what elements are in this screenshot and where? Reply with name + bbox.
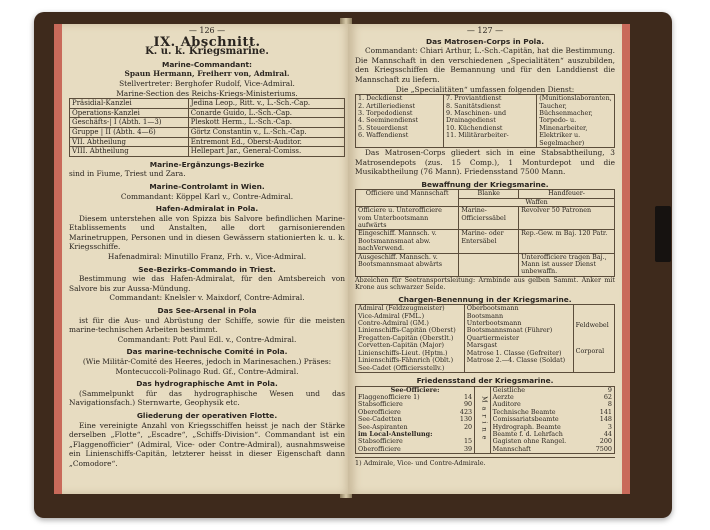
erg-heading: Marine-Ergänzungs-Bezirke [149, 159, 265, 169]
arsenal-heading: Das See-Arsenal in Pola [157, 306, 257, 316]
arsenal-text: ist für die Aus- und Abrüstung der Schiffe, sowie für die meisten marine-technischen Arbeiten bestimmt. [69, 315, 345, 335]
chargen-heading: Chargen-Benennung in der Kriegsmarine. [398, 294, 572, 304]
ministry-section: Marine-Section des Reichs-Kriegs-Ministeriums. [116, 88, 298, 98]
table-row: Operations-Kanzlei Conarde Guido, L.-Sch.-Cap. [70, 108, 345, 118]
table-row: Präsidial-Kanzlei Jedina Leop., Ritt. v., L.-Sch.-Cap. [70, 99, 345, 109]
table-row: Gruppe | II (Abth. 4—6) Görtz Constantin v., L.-Sch.-Cap. [70, 127, 345, 137]
table-row: Officiere und Mannschaft Blanke Handfeuer- [356, 190, 615, 198]
table-row: Admiral (Feldzeugmeister) Vice-Admiral (FML.) Contre-Admiral (GM.) Linienschiffs-Capitän (Oberst) Fregatten-Capitän (Oberstlt.) Corvetten-Capitän (Major) Linienschiffs-Lieut. (Hptm.) Linienschiffs-Fähnrich (Oblt.) See-Cadet (Officiersstellv.) Oberbootsmann Bootsmann Unterbootsmann Bootsmannsmaat (Führer) Quartiermeister Marsgast Matrose 1. Classe (Gefreiter) Matrose 2.—4. Classe (Soldat) Feldwebel Corporal [356, 305, 615, 373]
table-row: See-Officiere: Flaggenofficiere 1) 14 Stabsofficiere 90 Oberofficiere 423 See-Cadetten 130 See-Aspiranten 20 im Local-Anstellung: Stabsofficiere 15 Oberofficiere 39 Marine Geistliche 9 Aerzte 62 Auditore 8 Technische Beamte 141 Comissariatsbeamte 148 Hydrograph. Beamte 3 Beamte f. d. Lehrfach 44 Gagisten ohne Rangel. 200 Mannschaft 7500 [356, 386, 615, 454]
hydro-text: (Sammelpunkt für das hydrographische Wesen und das Navigationsfach.) Sternwarte, Geophysik etc. [69, 388, 345, 408]
ctrl-heading: Marine-Controlamt in Wien. [149, 181, 265, 191]
arsenal-commandant: Commandant: Pott Paul Edl. v., Contre-Admiral. [117, 334, 297, 344]
erg-text: sind in Fiume, Triest und Zara. [69, 169, 186, 179]
ministry-table [69, 98, 345, 157]
bookmark-tab [655, 206, 671, 262]
chargen-table [355, 304, 615, 373]
table-row: Ausgeschiff. Mannsch. v. Bootsmannsmaat abwärts Unterofficiere tragen Baj., Mann ist ausser Dienst unbewaffn. [356, 253, 615, 276]
table-row: Geschäfts-| I (Abth. 1—3) Pleskott Herm., L.-Sch.-Cap. [70, 118, 345, 128]
table-row: Officiere u. Unterofficiere vom Unterbootsmann aufwärts Marine-Officierssäbel Revolver 50 Patronen [356, 207, 615, 230]
table-row: VII. Abtheilung Entremont Ed., Oberst-Auditor. [70, 137, 345, 147]
table-row: VIII. Abtheilung Hellepart Jar., General-Comiss. [70, 147, 345, 157]
corps-text-2: Das Matrosen-Corps gliedert sich in eine Stabsabtheilung, 3 Matrosendepots (zus. 15 Comp.), 1 Monturdepot und die Musikabtheilung (76 Mann). Friedensstand 7500 Mann. [355, 148, 615, 177]
chapter-title: IX. Abschnitt. [153, 34, 261, 50]
table-row: Waffen [356, 198, 615, 206]
friedensstand-table [355, 386, 615, 455]
hafen-heading: Hafen-Admiralat in Pola. [155, 204, 259, 214]
commandant-heading: Marine-Commandant: [161, 59, 253, 69]
see-commandant: Commandant: Knelsler v. Maixdorf, Contre-Admiral. [109, 293, 305, 303]
footnote-rule [355, 457, 615, 458]
see-text: Bestimmung wie das Hafen-Admiralat, für den Amtsbereich von Salvore bis zur Aussa-Mündung. [69, 274, 345, 293]
ctrl-text: Commandant: Köppel Karl v., Contre-Admiral. [120, 191, 294, 201]
see-heading: See-Bezirks-Commando in Triest. [138, 264, 276, 274]
table-row: Eingeschiff. Mannsch. v. Bootsmannsmaat abw. nachVerwend. Marine- oder Entersäbel Rep.-Gew. m Baj. 120 Patr. [356, 230, 615, 253]
right-page [348, 24, 630, 494]
corps-text: Commandant: Chiari Arthur, L.-Sch.-Capitän, hat die Bestimmung. Die Mannschaft in den verschiedenen „Specialitäten“ auszubilden, den Kriegsschiffen die Bemannung und für den Landdienst die Mannschaft zu liefern. [355, 46, 615, 84]
commandant-name: Spaun Hermann, Freiherr von, Admiral. [124, 69, 290, 79]
fried-heading: Friedensstand der Kriegsmarine. [416, 375, 554, 385]
bewaffnung-table [355, 189, 615, 276]
chapter-subtitle: K. u. k. Kriegsmarine. [145, 46, 269, 58]
flotte-heading: Gliederung der operativen Flotte. [136, 410, 278, 420]
hafen-admiral: Hafenadmiral: Minutillo Franz, Frh. v., Vice-Admiral. [107, 252, 307, 262]
corps-heading: Das Matrosen-Corps in Pola. [425, 36, 545, 46]
deputy: Stellvertreter: Berghofer Rudolf, Vice-Admiral. [119, 78, 295, 88]
footnote: 1) Admirale, Vice- und Contre-Admirale. [355, 459, 486, 468]
bew-heading: Bewaffnung der Kriegsmarine. [421, 179, 549, 189]
spec-intro: Die „Specialitäten“ umfassen folgenden Dienst: [395, 84, 575, 94]
abzeichen-text: Abzeichen für Seetransportsleitung: Armbinde aus gelben Sammt. Anker mit Krone aus schwarzer Seide. [355, 275, 615, 292]
hydro-heading: Das hydrographische Amt in Pola. [136, 379, 278, 389]
table-row: 1. Deckdienst 2. Artilleriedienst 3. Torpedodienst 4. Seeminendienst 5. Steuerdienst 6. Waffendienst 7. Proviantdienst 8. Sanitätsdienst 9. Maschinen- und Drainagedienst 10. Küchendienst 11. Militärarbeiter- (Munitionslaboranten, Taucher, Büchsenmacher, Torpedo- u. Minenarbeiter, Elektriker u. Segelmacher) [356, 95, 615, 148]
comite-heading: Das marine-technische Comité in Pola. [126, 347, 288, 357]
flotte-text: Eine vereinigte Anzahl von Kriegsschiffen heisst je nach der Stärke derselben „Flotte“, „Escadre“, „Schiffs-Division“. Commandant ist ein „Flaggenofficier“ (Admiral, Vice- oder Contre-Admiral), ausnahmsweise ein Linienschiffs-Capitän, letzterer heisst in dieser Eigenschaft dann „Comodore“. [69, 420, 345, 468]
hafen-text: Diesem unterstehen alle von Spizza bis Salvore befindlichen Marine-Etablissements und Anstalten, alle dort garnisonierenden Marinetruppen, Personen und in diesen Gewässern stationierten k. u. k. Kriegsschiffe. [69, 213, 345, 252]
left-page [54, 24, 353, 494]
spec-table [355, 94, 615, 148]
comite-text: (Wie Militär-Comité des Heeres, jedoch in Marinesachen.) Präses: Montecuccoli-Polinago Rud. Gf., Contre-Admiral. [82, 357, 332, 376]
left-page-number: — 126 — [188, 26, 226, 35]
right-page-number: — 127 — [466, 26, 504, 35]
